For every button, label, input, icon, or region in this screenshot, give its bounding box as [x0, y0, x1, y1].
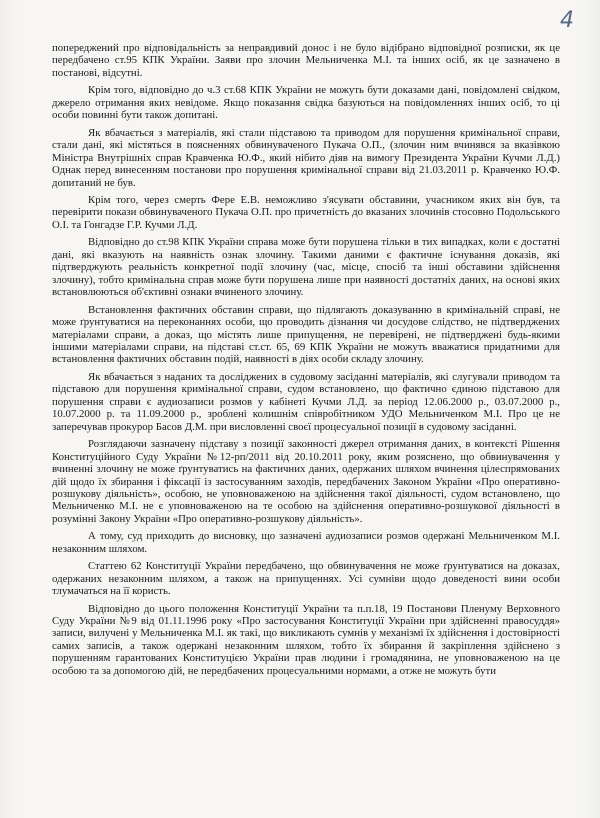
paragraph: Статтею 62 Конституції України передбачено, що обвинувачення не може ґрунтуватися на доказах, одержаних незаконним шляхом, а також на припущеннях. Усі сумніви щодо доведеності вини особи тлумачаться на її користь.: [52, 560, 560, 598]
paragraph: А тому, суд приходить до висновку, що зазначені аудиозаписи розмов одержані Мельниченком М.І. незаконним шляхом.: [52, 530, 560, 555]
paragraph: Відповідно до цього положення Конституції України та п.п.18, 19 Постанови Пленуму Верховного Суду України №9 від 01.11.1996 року «Про застосування Конституції України при здійсненні правосуддя» записи, вилучені у Мельниченка М.І. як такі, що викликають сумнів у механізмі їх здійснення і достовірності самих записів, а також одержані незаконним шляхом, тобто їх збирання й закріплення здійснено з порушенням гарантованих Конституцією України прав людини і громадянина, не уповноваженою на це особою та за допомогою дій, не передбачених процесуальними нормами, а отже не можуть бути: [52, 602, 560, 677]
paragraph: Як вбачається з матеріалів, які стали підставою та приводом для порушення кримінальної справи, стали дані, які містяться в поясненнях обвинуваченого Пукача О.П., (злочин ним вчинявся за вказівкою Міністра Внутрішніх справ Кравченка Ю.Ф., який нібито діяв на вимогу Президента України Кучми Л.Д.) Однак перед винесенням постанови про порушення кримінальної справи від 21.03.2011 р. Кравченко Ю.Ф. допитаний не був.: [52, 126, 560, 189]
paragraph: Крім того, відповідно до ч.3 ст.68 КПК України не можуть бути доказами дані, повідомлені свідком, джерело отримання яких невідоме. Якщо показання свідка базуються на повідомленнях інших осіб, то ці особи повинні бути також допитані.: [52, 84, 560, 122]
paragraph: Розглядаючи зазначену підставу з позиції законності джерел отримання даних, в контексті Рішення Конституційного Суду України №12-рп/2011 від 20.10.2011 року, яким розяснено, що обвинувачення у вчиненні злочину не може ґрунтуватись на фактичних даних, одержаних шляхом вчинення цілеспрямованих дій щодо їх збирання і фіксації із застосуванням заходів, передбачених Законом України «Про оперативно-розшукову діяльність», особою, не уповноваженою на здійснення такої діяльності, судом встановлено, що Мельниченко М.І. не є уповноваженою на те особою на здійснення оперативно-розшукової діяльності в розумінні Закону України «Про оперативно-розшукову діяльність».: [52, 438, 560, 525]
paragraph: Встановлення фактичних обставин справи, що підлягають доказуванню в кримінальній справі, не може ґрунтуватися на переконаннях особи, що проводить дізнання чи досудове слідство, не підтверджених матеріалами справи, а доказ, що містять лише припущення, не перевірені, не підтверджені будь-якими іншими матеріалами справи, на підставі ст.ст. 65, 69 КПК України не можуть вважатися придатними для встановлення фактичних обставин подій, наявності в діях особи складу злочину.: [52, 303, 560, 366]
paragraph: Відповідно до ст.98 КПК України справа може бути порушена тільки в тих випадках, коли є достатні дані, які вказують на наявність ознак злочину. Такими даними є фактичне існування доказів, які підтверджують реальність конкретної події злочину (час, місце, спосіб та інші обставини здійснення злочину), тобто кримінальна справ може бути порушена лише при наявності достатніх даних, на основі яких встановлюються об'єктивні ознаки вчиненого злочину.: [52, 236, 560, 299]
paragraph: Як вбачається з наданих та досліджених в судовому засіданні матеріалів, які слугували приводом та підставою для порушення кримінальної справи, судом встановлено, що фактично єдиною підставою для порушення справи є аудиозаписи розмов у кабінеті Кучми Л.Д. за період 12.06.2000 р., 03.07.2000 р., 10.07.2000 р. та 11.09.2000 р., зроблені колишнім співробітником УДО Мельниченком М.І. Про це не заперечував прокурор Басов Д.М. при висловленні своєї процесуальної позиції в судовому засіданні.: [52, 370, 560, 433]
paragraph: попереджений про відповідальність за неправдивий донос і не було відібрано відповідної розписки, як це передбачено ст.95 КПК України. Заяви про злочин Мельниченка М.І. та інших осіб, як це зазначено в постанові, відсутні.: [52, 42, 560, 79]
paragraph: Крім того, через смерть Фере Е.В. неможливо з'ясувати обставини, учасником яких він був, та перевірити покази обвинуваченого Пукача О.П. про причетність до вказаних злочинів стосовно Подольського О.І. та Гонгадзе Г.Р. Кучми Л.Д.: [52, 193, 560, 231]
page-number: 4: [560, 8, 574, 33]
document-body: [52, 42, 560, 682]
